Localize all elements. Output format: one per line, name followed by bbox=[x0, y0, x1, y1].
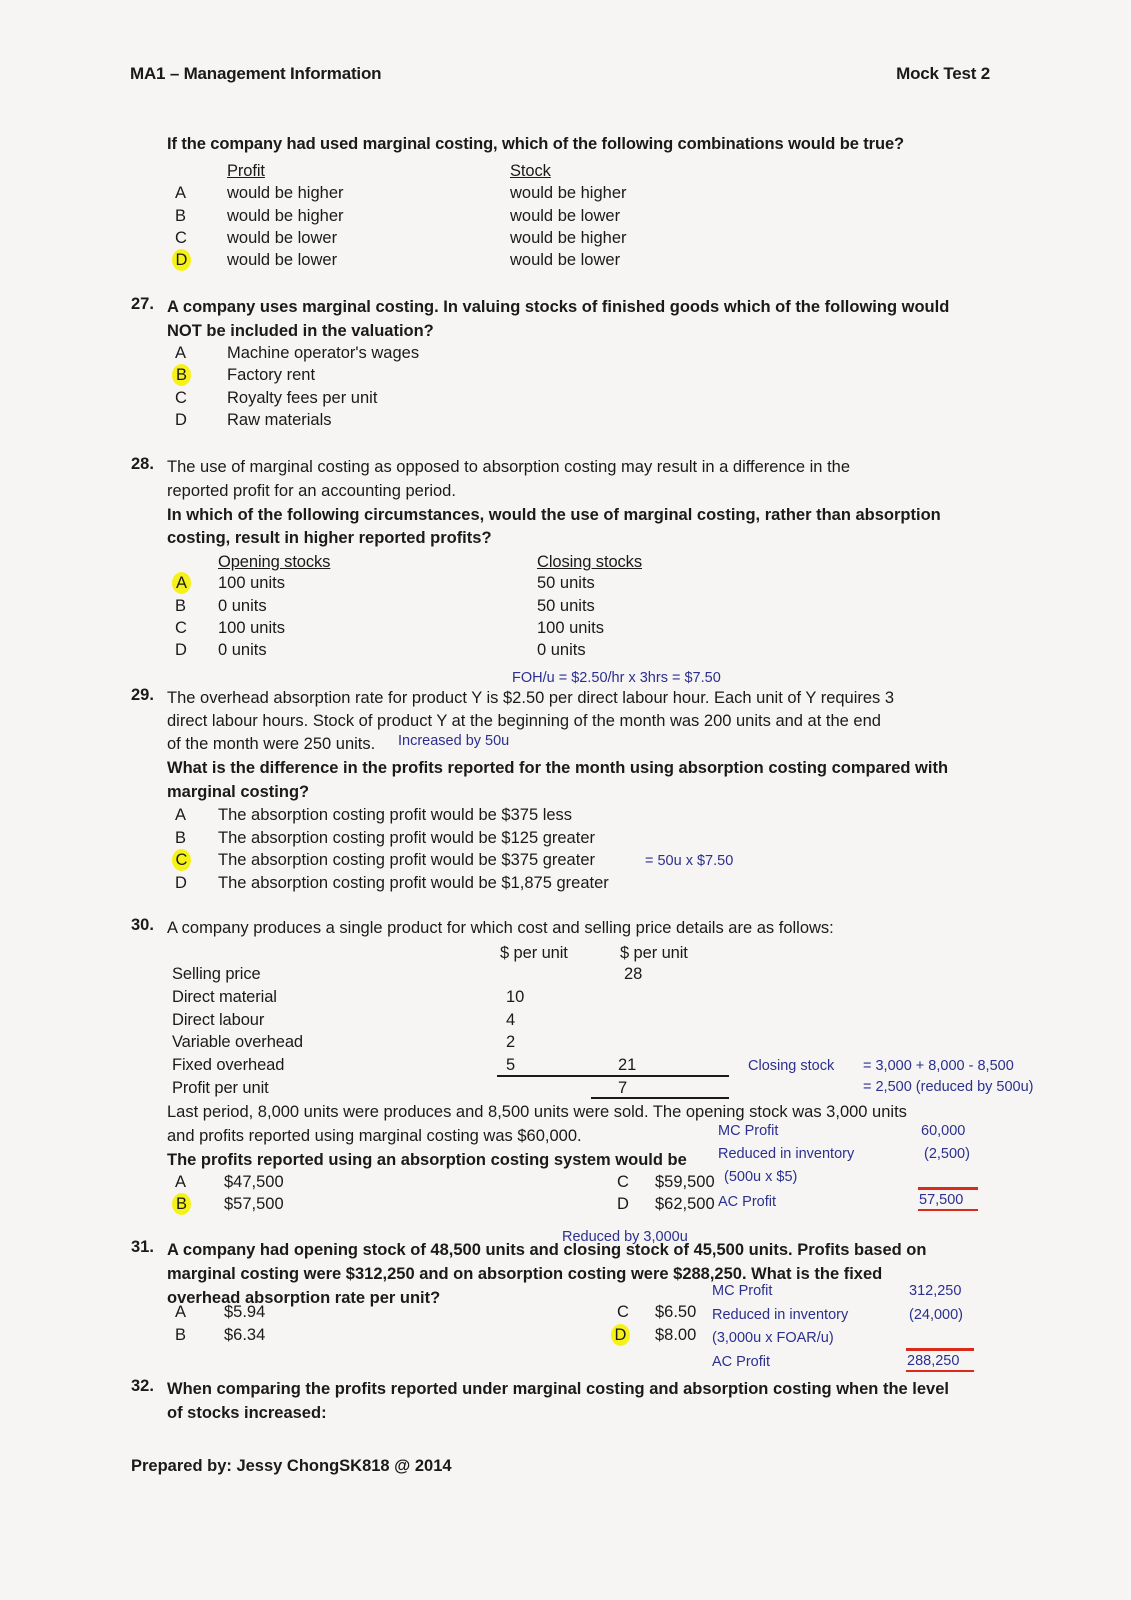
q29-stem-line5: marginal costing? bbox=[167, 783, 310, 801]
q30-annotation-reduced-value: (2,500) bbox=[924, 1146, 970, 1162]
q29-option-d-letter[interactable]: D bbox=[175, 874, 187, 892]
q31-annotation-mc-profit-label: MC Profit bbox=[712, 1283, 773, 1299]
q30-row-4-c2: 21 bbox=[618, 1056, 637, 1074]
q26-option-c-letter[interactable]: C bbox=[175, 229, 187, 247]
q28-option-a-opening: 100 units bbox=[218, 574, 285, 592]
q30-annotation-reduced-label: Reduced in inventory bbox=[718, 1146, 855, 1162]
q31-option-b-letter[interactable]: B bbox=[175, 1326, 187, 1344]
q26-option-d-letter-highlight[interactable] bbox=[172, 249, 191, 272]
q28-stem-line3: In which of the following circumstances, would the use of marginal costing, rather than absorption bbox=[167, 506, 941, 524]
q27-option-b-letter: B bbox=[172, 364, 191, 386]
q30-col-head-1: $ per unit bbox=[500, 944, 568, 962]
q31-annotation-ac-profit-label: AC Profit bbox=[712, 1354, 771, 1370]
q29-option-c-annotation: = 50u x $7.50 bbox=[645, 853, 734, 869]
q30-annotation-closing-stock-calc2: = 2,500 (reduced by 500u) bbox=[863, 1079, 1034, 1095]
q27-option-d-text: Raw materials bbox=[227, 411, 332, 429]
q26-option-d-letter: D bbox=[172, 249, 191, 271]
q31-annotation-mc-profit-value: 312,250 bbox=[909, 1283, 962, 1299]
q26-option-b-profit: would be higher bbox=[227, 207, 344, 225]
q26-option-c-stock: would be higher bbox=[510, 229, 627, 247]
q30-annotation-ac-profit-value: 57,500 bbox=[919, 1192, 964, 1208]
q27-stem-line2: NOT be included in the valuation? bbox=[167, 322, 434, 340]
q28-stem-line1: The use of marginal costing as opposed to absorption costing may result in a difference in the bbox=[167, 458, 851, 476]
q28-option-b-closing: 50 units bbox=[537, 597, 595, 615]
q30-option-a-text: $47,500 bbox=[224, 1173, 284, 1191]
q26-option-b-letter[interactable]: B bbox=[175, 207, 187, 225]
q31-stem-line2: marginal costing were $312,250 and on absorption costing were $288,250. What is the fixed bbox=[167, 1265, 883, 1283]
q29-option-a-letter[interactable]: A bbox=[175, 806, 187, 824]
q31-option-d-letter: D bbox=[611, 1324, 630, 1346]
q31-annotation-reduced-value: (24,000) bbox=[909, 1307, 964, 1323]
q31-option-a-letter[interactable]: A bbox=[175, 1303, 187, 1321]
q31-number: 31. bbox=[131, 1238, 154, 1256]
q30-narrative-line2: and profits reported using marginal costing was $60,000. bbox=[167, 1127, 582, 1145]
q26-option-b-stock: would be lower bbox=[510, 207, 621, 225]
q26-stem: If the company had used marginal costing, which of the following combinations would be true? bbox=[167, 135, 905, 153]
q32-stem-line1: When comparing the profits reported under marginal costing and absorption costing when the level bbox=[167, 1380, 949, 1398]
q30-option-a-letter[interactable]: A bbox=[175, 1173, 187, 1191]
q30-table-rule-2 bbox=[591, 1097, 729, 1099]
q30-option-d-letter[interactable]: D bbox=[617, 1195, 629, 1213]
q29-option-a-text: The absorption costing profit would be $375 less bbox=[218, 806, 573, 824]
q26-option-d-profit: would be lower bbox=[227, 251, 338, 269]
q31-annotation-ac-profit-value: 288,250 bbox=[907, 1353, 960, 1369]
q28-stem-line4: costing, result in higher reported profits? bbox=[167, 529, 492, 547]
q31-stem-line1: A company had opening stock of 48,500 units and closing stock of 45,500 units. Profits based on bbox=[167, 1241, 927, 1259]
q29-option-c-text: The absorption costing profit would be $375 greater bbox=[218, 851, 595, 869]
q30-row-1-label: Direct material bbox=[172, 988, 277, 1006]
q30-number: 30. bbox=[131, 916, 154, 934]
q30-annotation-mc-profit-value: 60,000 bbox=[921, 1123, 966, 1139]
q28-col-head-opening: Opening stocks bbox=[218, 553, 331, 571]
q29-option-d-text: The absorption costing profit would be $1,875 greater bbox=[218, 874, 609, 892]
q30-annotation-ac-profit-label: AC Profit bbox=[718, 1194, 777, 1210]
q27-option-d-letter[interactable]: D bbox=[175, 411, 187, 429]
q31-annotation-reduced: Reduced by 3,000u bbox=[562, 1229, 688, 1245]
q30-option-b-letter: B bbox=[172, 1193, 191, 1215]
q31-ac-profit-red-rule-bottom bbox=[906, 1370, 974, 1372]
q31-option-c-text: $6.50 bbox=[655, 1303, 697, 1321]
q30-col-head-2: $ per unit bbox=[620, 944, 688, 962]
q29-stem-line4: What is the difference in the profits reported for the month using absorption costing compared with bbox=[167, 759, 949, 777]
q29-annotation-foh: FOH/u = $2.50/hr x 3hrs = $7.50 bbox=[512, 670, 721, 686]
q30-option-b-text: $57,500 bbox=[224, 1195, 284, 1213]
q27-option-c-letter[interactable]: C bbox=[175, 389, 187, 407]
q30-ac-profit-red-rule-bottom bbox=[918, 1209, 978, 1211]
q30-option-c-letter[interactable]: C bbox=[617, 1173, 629, 1191]
q30-table-rule-1 bbox=[497, 1075, 729, 1077]
q31-option-d-letter-highlight[interactable] bbox=[611, 1324, 630, 1347]
q28-option-b-opening: 0 units bbox=[218, 597, 267, 615]
q28-option-d-letter[interactable]: D bbox=[175, 641, 187, 659]
q29-stem-line1: The overhead absorption rate for product Y is $2.50 per direct labour hour. Each unit of Y requires 3 bbox=[167, 689, 895, 707]
q30-row-0-label: Selling price bbox=[172, 965, 261, 983]
q30-row-5-c2: 7 bbox=[618, 1079, 628, 1097]
q28-option-c-opening: 100 units bbox=[218, 619, 285, 637]
q28-option-d-opening: 0 units bbox=[218, 641, 267, 659]
q27-option-a-letter[interactable]: A bbox=[175, 344, 187, 362]
q30-row-4-c1: 5 bbox=[506, 1056, 516, 1074]
q27-number: 27. bbox=[131, 295, 154, 313]
q28-option-a-closing: 50 units bbox=[537, 574, 595, 592]
q30-lead-in: The profits reported using an absorption costing system would be bbox=[167, 1151, 687, 1169]
q28-number: 28. bbox=[131, 455, 154, 473]
q31-annotation-reduced-label: Reduced in inventory bbox=[712, 1307, 849, 1323]
q30-row-2-label: Direct labour bbox=[172, 1011, 265, 1029]
q28-option-a-letter: A bbox=[172, 572, 191, 594]
q28-option-d-closing: 0 units bbox=[537, 641, 586, 659]
q30-stem: A company produces a single product for which cost and selling price details are as follows: bbox=[167, 919, 834, 937]
q28-option-c-letter[interactable]: C bbox=[175, 619, 187, 637]
q30-row-1-c1: 10 bbox=[506, 988, 525, 1006]
page-footer: Prepared by: Jessy ChongSK818 @ 2014 bbox=[131, 1457, 452, 1475]
q27-option-a-text: Machine operator's wages bbox=[227, 344, 420, 362]
q30-row-3-label: Variable overhead bbox=[172, 1033, 304, 1051]
header-right-title: Mock Test 2 bbox=[896, 64, 990, 83]
q28-option-a-letter-highlight[interactable] bbox=[172, 572, 191, 595]
q30-annotation-reduced-calc: (500u x $5) bbox=[724, 1169, 798, 1185]
q26-option-c-profit: would be lower bbox=[227, 229, 338, 247]
q29-option-b-letter[interactable]: B bbox=[175, 829, 187, 847]
q31-stem-line3: overhead absorption rate per unit? bbox=[167, 1289, 441, 1307]
q31-option-a-text: $5.94 bbox=[224, 1303, 266, 1321]
q32-stem-line2: of stocks increased: bbox=[167, 1404, 327, 1422]
q29-option-b-text: The absorption costing profit would be $125 greater bbox=[218, 829, 595, 847]
page-header bbox=[130, 64, 990, 84]
q31-option-c-letter[interactable]: C bbox=[617, 1303, 629, 1321]
q27-option-b-letter-highlight[interactable] bbox=[172, 364, 191, 387]
q27-stem-line1: A company uses marginal costing. In valuing stocks of finished goods which of the following would bbox=[167, 298, 950, 316]
header-left-title: MA1 – Management Information bbox=[130, 64, 382, 83]
q26-col-head-profit: Profit bbox=[227, 162, 265, 180]
q29-annotation-increased: Increased by 50u bbox=[398, 733, 510, 749]
q30-option-c-text: $59,500 bbox=[655, 1173, 715, 1191]
q29-option-c-letter-highlight[interactable] bbox=[172, 849, 191, 872]
q29-stem-line3: of the month were 250 units. bbox=[167, 735, 376, 753]
q30-option-b-letter-highlight[interactable] bbox=[172, 1193, 191, 1216]
q27-option-c-text: Royalty fees per unit bbox=[227, 389, 378, 407]
q30-annotation-closing-stock-label: Closing stock bbox=[748, 1058, 835, 1074]
q26-option-a-profit: would be higher bbox=[227, 184, 344, 202]
q30-row-2-c1: 4 bbox=[506, 1011, 516, 1029]
q30-row-0-c2: 28 bbox=[624, 965, 643, 983]
q31-annotation-reduced-calc: (3,000u x FOAR/u) bbox=[712, 1330, 834, 1346]
q30-row-4-label: Fixed overhead bbox=[172, 1056, 285, 1074]
q31-option-d-text: $8.00 bbox=[655, 1326, 697, 1344]
q29-stem-line2: direct labour hours. Stock of product Y at the beginning of the month was 200 units and at the end bbox=[167, 712, 881, 730]
q26-option-d-stock: would be lower bbox=[510, 251, 621, 269]
q30-option-d-text: $62,500 bbox=[655, 1195, 715, 1213]
q30-row-3-c1: 2 bbox=[506, 1033, 516, 1051]
q30-narrative-line1: Last period, 8,000 units were produces and 8,500 units were sold. The opening stock was 3,000 units bbox=[167, 1103, 907, 1121]
q27-option-b-text: Factory rent bbox=[227, 366, 316, 384]
q29-option-c-letter: C bbox=[172, 849, 191, 871]
q28-col-head-closing: Closing stocks bbox=[537, 553, 642, 571]
q30-annotation-mc-profit-label: MC Profit bbox=[718, 1123, 779, 1139]
q30-row-5-label: Profit per unit bbox=[172, 1079, 269, 1097]
q28-option-c-closing: 100 units bbox=[537, 619, 604, 637]
q28-stem-line2: reported profit for an accounting period. bbox=[167, 482, 456, 500]
q26-option-a-letter[interactable]: A bbox=[175, 184, 187, 202]
q31-option-b-text: $6.34 bbox=[224, 1326, 266, 1344]
q32-number: 32. bbox=[131, 1377, 154, 1395]
q29-number: 29. bbox=[131, 686, 154, 704]
q28-option-b-letter[interactable]: B bbox=[175, 597, 187, 615]
q30-annotation-closing-stock-calc1: = 3,000 + 8,000 - 8,500 bbox=[863, 1058, 1014, 1074]
q26-col-head-stock: Stock bbox=[510, 162, 551, 180]
q26-option-a-stock: would be higher bbox=[510, 184, 627, 202]
